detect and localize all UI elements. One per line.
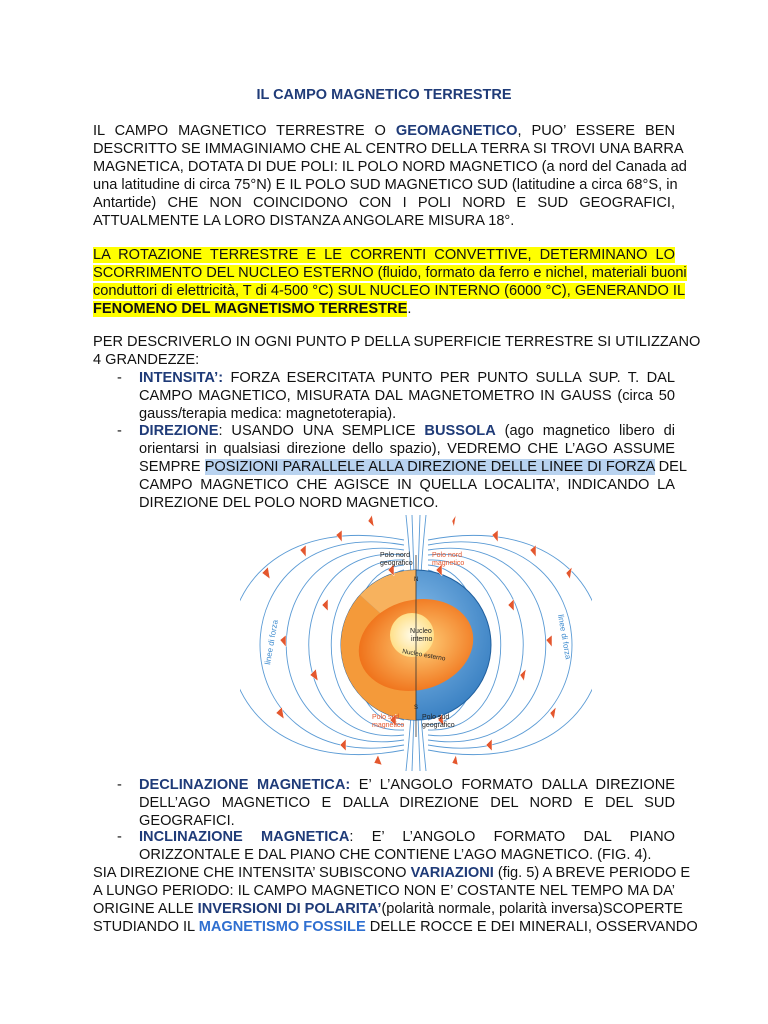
- text-line: 4 GRANDEZZE:: [93, 352, 200, 368]
- text-line: gauss/terapia medica: magnetoterapia).: [139, 406, 397, 422]
- keyword-magnetismo-fossile: MAGNETISMO FOSSILE: [198, 919, 366, 935]
- text-span: SEMPRE: [139, 459, 205, 475]
- label-polo-sud-magnetico: Polo sud: [372, 714, 400, 721]
- text-span: (polarità normale, polarità inversa)SCOPERTE: [381, 901, 683, 917]
- text-span: E’ L’ANGOLO FORMATO DALLA DIREZIONE: [350, 777, 675, 793]
- keyword-bussola: BUSSOLA: [424, 423, 496, 439]
- selected-text[interactable]: POSIZIONI PARALLELE ALLA DIREZIONE DELLE LINEE DI FORZA: [204, 459, 655, 475]
- paragraph-variazioni: [93, 864, 698, 936]
- text-line: [139, 369, 675, 387]
- bullet-dash: -: [117, 777, 122, 793]
- text-line: ORIZZONTALE E DAL PIANO CHE CONTIENE L’AGO MAGNETICO. (FIG. 4).: [139, 847, 652, 863]
- keyword-inversioni: INVERSIONI DI POLARITA’: [197, 901, 382, 917]
- label-polo-sud-magnetico-2: magnetico: [372, 722, 405, 729]
- label-polo-nord-geografico: Polo nord: [380, 552, 410, 559]
- highlighted-text: LA ROTAZIONE TERRESTRE E LE CORRENTI CONVETTIVE, DETERMINANO LO: [93, 247, 675, 263]
- text-line: DESCRITTO SE IMMAGINIAMO CHE AL CENTRO DELLA TERRA SI TROVI UNA BARRA: [93, 141, 684, 157]
- label-nucleo-interno: Nucleo: [410, 628, 432, 635]
- bullet-dash: -: [117, 370, 122, 386]
- text-line: GEOGRAFICI.: [139, 813, 235, 829]
- text-span: STUDIANDO IL: [93, 919, 199, 935]
- text-line: PER DESCRIVERLO IN OGNI PUNTO P DELLA SUPERFICIE TERRESTRE SI UTILIZZANO: [93, 334, 701, 350]
- text-line: [139, 422, 675, 440]
- label-s: S: [414, 705, 419, 711]
- text-span: DEL: [654, 459, 687, 475]
- label-polo-nord-magnetico: Polo nord: [432, 552, 462, 559]
- text-line: orientarsi in qualsiasi direzione dello spazio), VEDREMO CHE L’AGO ASSUME: [139, 441, 675, 457]
- label-polo-sud-geografico-2: geografico: [422, 722, 455, 729]
- text-line: una latitudine di circa 75°N) E IL POLO SUD MAGNETICO SUD (latitudine a circa 68°S, in: [93, 177, 678, 193]
- text-span: , PUO’ ESSERE BEN: [517, 123, 675, 139]
- text-span: : E’ L’ANGOLO FORMATO DAL PIANO: [349, 829, 675, 845]
- keyword-direzione: DIREZIONE: [139, 423, 219, 439]
- text-line: CAMPO MAGNETICO CHE AGISCE IN QUELLA LOCALITA’, INDICANDO LA: [139, 477, 675, 493]
- bullet-intensita: [139, 369, 675, 423]
- label-polo-sud-geografico: Polo sud: [422, 714, 450, 721]
- earth-magnetic-field-figure: [240, 515, 592, 771]
- text-span: FORZA ESERCITATA PUNTO PER PUNTO SULLA SUP. T. DAL: [223, 370, 675, 386]
- text-span: .: [407, 301, 412, 317]
- keyword-intensita: INTENSITA’:: [139, 370, 224, 386]
- highlighted-text: conduttori di elettricità, T di 4-500 °C) SUL NUCLEO INTERNO (6000 °C), GENERANDO IL: [93, 283, 686, 299]
- paragraph-intro: [93, 122, 687, 230]
- label-n: N: [414, 577, 419, 583]
- text-line: [139, 776, 675, 794]
- bullet-declinazione: [139, 776, 675, 830]
- keyword-inclinazione: INCLINAZIONE MAGNETICA: [139, 829, 350, 845]
- bullet-inclinazione: [139, 828, 675, 864]
- paragraph-grandezze: [93, 333, 701, 369]
- text-line: [139, 458, 687, 476]
- text-line: [93, 900, 683, 918]
- highlighted-keyword: FENOMENO DEL MAGNETISMO TERRESTRE: [93, 301, 408, 317]
- paragraph-highlighted: [93, 246, 687, 318]
- bullet-direzione: [139, 422, 687, 512]
- label-nucleo-esterno: Nucleo esterno: [401, 648, 446, 663]
- label-polo-nord-magnetico-2: magnetico: [432, 560, 465, 567]
- text-line: DELL’AGO MAGNETICO E DALLA DIREZIONE DEL NORD E DEL SUD: [139, 795, 675, 811]
- text-line: MAGNETICA, DOTATA DI DUE POLI: IL POLO NORD MAGNETICO (a nord del Canada ad: [93, 159, 687, 175]
- text-span: IL CAMPO MAGNETICO TERRESTRE O: [93, 123, 396, 139]
- bullet-dash: -: [117, 829, 122, 845]
- text-line: DIREZIONE DEL POLO NORD MAGNETICO.: [139, 495, 439, 511]
- text-span: (fig. 5) A BREVE PERIODO E: [493, 865, 691, 881]
- text-span: (ago magnetico libero di: [495, 423, 675, 439]
- text-line: Antartide) CHE NON COINCIDONO CON I POLI NORD E SUD GEOGRAFICI,: [93, 195, 675, 211]
- text-line: [93, 246, 675, 264]
- text-line: [93, 864, 691, 882]
- text-line: [139, 828, 675, 846]
- highlighted-text: SCORRIMENTO DEL NUCLEO ESTERNO (fluido, formato da ferro e nichel, materiali buoni: [93, 265, 687, 281]
- text-line: CAMPO MAGNETICO, MISURATA DAL MAGNETOMETRO IN GAUSS (circa 50: [139, 388, 675, 404]
- text-line: A LUNGO PERIODO: IL CAMPO MAGNETICO NON E’ COSTANTE NEL TEMPO MA DA’: [93, 883, 675, 899]
- text-line: [93, 918, 698, 936]
- text-line: [93, 122, 675, 140]
- text-line: ATTUALMENTE LA LORO DISTANZA ANGOLARE MISURA 18°.: [93, 213, 515, 229]
- text-span: : USANDO UNA SEMPLICE: [218, 423, 425, 439]
- page-title: IL CAMPO MAGNETICO TERRESTRE: [256, 87, 512, 103]
- label-polo-nord-geografico-2: geografico: [380, 560, 413, 567]
- keyword-declinazione: DECLINAZIONE MAGNETICA:: [139, 777, 351, 793]
- text-span: ORIGINE ALLE: [93, 901, 198, 917]
- text-line: [93, 264, 687, 282]
- label-linee-di-forza-right: linee di forza: [556, 613, 573, 661]
- label-linee-di-forza-left: linee di forza: [263, 619, 280, 666]
- text-line: [93, 282, 686, 300]
- keyword-variazioni: VARIAZIONI: [410, 865, 494, 881]
- bullet-dash: -: [117, 423, 122, 439]
- label-nucleo-interno-2: interno: [411, 636, 433, 643]
- text-span: SIA DIREZIONE CHE INTENSITA’ SUBISCONO: [93, 865, 411, 881]
- text-span: DELLE ROCCE E DEI MINERALI, OSSERVANDO: [365, 919, 698, 935]
- text-line: [93, 300, 675, 318]
- keyword-geomagnetico: GEOMAGNETICO: [395, 123, 518, 139]
